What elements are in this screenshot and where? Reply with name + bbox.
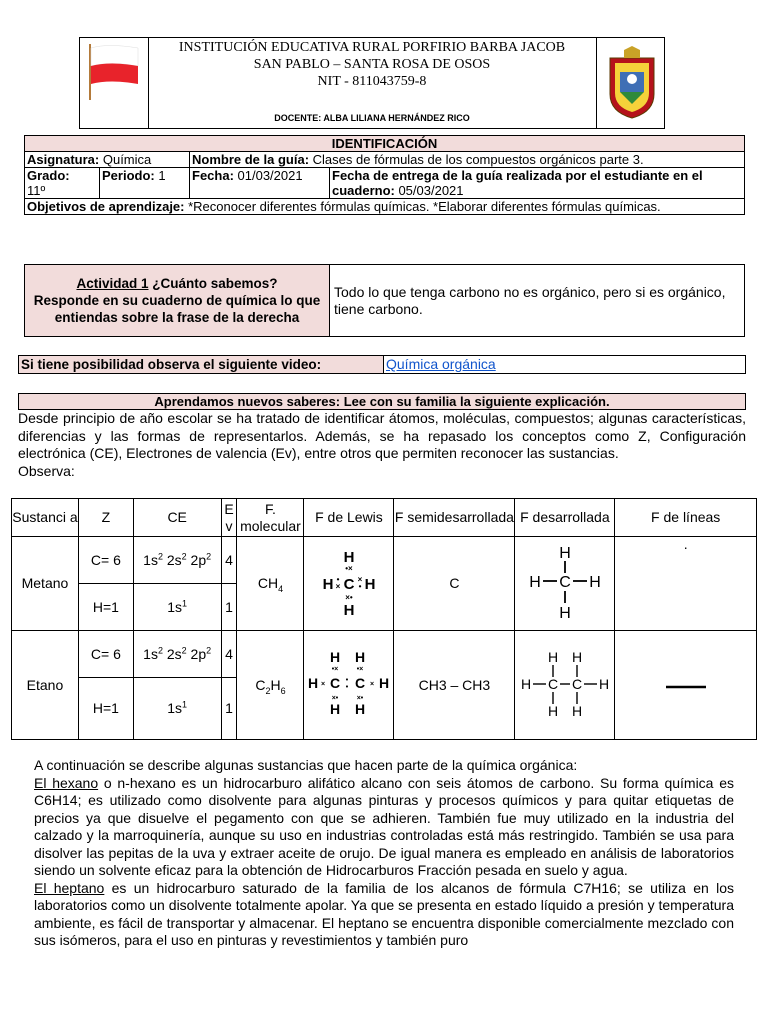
svg-text:•×: •× — [331, 666, 339, 673]
fecha-label: Fecha: — [192, 168, 234, 183]
learn-title: Aprendamos nuevos saberes: Lee con su familia la siguiente explicación. — [18, 393, 746, 410]
teacher-name: DOCENTE: ALBA LILIANA HERNÁNDEZ RICO — [274, 113, 470, 123]
hexano-paragraph — [34, 775, 734, 880]
heptano-text: ; se utiliza en los laboratorios como un disolvente totalmente apolar. Ya que se presenta en estado líquido a presión y temperatura ambiente, es fácil de transportar y almacenar. El heptano se encuentra disponible comercialmente mezclado con sus isómeros, para el uso en pinturas y revestimientos y también puro — [34, 879, 734, 948]
metano-lewis-structure — [319, 547, 379, 617]
intro-text: Desde principio de año escolar se ha tratado de identificar átomos, moléculas, compuestos; algunas características, diferencias y las formas de representarlos. Además, se ha repasado los conceptos como Z, Configuración electrónica (CE), Electrones de valencia (Ev), entre otros que permiten reconocer las sustancias. — [18, 410, 746, 461]
metano-desarrollada — [515, 537, 615, 631]
svg-text:H: H — [378, 675, 389, 691]
svg-text:H: H — [329, 701, 340, 717]
svg-text:×•: ×• — [345, 592, 353, 602]
fecha-value: 01/03/2021 — [233, 168, 303, 183]
metano-ce-c: $1s^2$ $2s^2$ $2p^2$ — [133, 537, 221, 584]
etano-lewis — [304, 631, 394, 740]
activity-table — [24, 264, 745, 337]
svg-text:H: H — [598, 676, 609, 692]
guia-value: Clases de fórmulas de los compuestos orgánicos parte 3. — [309, 152, 644, 167]
header-box — [79, 37, 665, 129]
svg-text:H: H — [322, 575, 334, 593]
activity-question: ¿Cuánto sabemos? — [148, 276, 278, 291]
svg-text:H: H — [354, 649, 365, 665]
etano-lewis-structure — [305, 648, 393, 718]
etano-z-h: H=1 — [78, 678, 133, 740]
heptano-formula-text: es un hidrocarburo saturado de la familia de los alcanos de fórmula C7H16 — [104, 879, 617, 896]
grado-value: 11º — [27, 183, 46, 198]
header-desarrollada: F desarrollada — [515, 499, 615, 537]
entrega-label: Fecha de entrega de la guía realizada por el estudiante en el cuaderno: — [332, 168, 703, 198]
svg-text:•: • — [358, 581, 362, 591]
video-link[interactable]: Química orgánica — [386, 356, 496, 372]
svg-text:C: C — [571, 676, 582, 692]
header-sustancia: Sustanci a — [12, 499, 79, 537]
header-semi: F semidesarrollada — [394, 499, 515, 537]
svg-text:•×: •× — [356, 666, 364, 673]
svg-text:C: C — [547, 676, 558, 692]
asignatura-label: Asignatura: — [27, 152, 100, 167]
metano-name: Metano — [12, 537, 79, 631]
header-lineas: F de líneas — [615, 499, 757, 537]
svg-text:×: × — [357, 574, 363, 584]
objetivos-value: *Reconocer diferentes fórmulas químicas. *Elaborar diferentes fórmulas químicas. — [184, 199, 661, 214]
header-lewis: F de Lewis — [304, 499, 394, 537]
objetivos-label: Objetivos de aprendizaje: — [27, 199, 185, 214]
svg-text:•: • — [345, 677, 349, 684]
svg-text:H: H — [364, 575, 376, 593]
svg-text:•×: •× — [345, 563, 353, 573]
observa-label: Observa: — [18, 462, 75, 479]
etano-name: Etano — [12, 631, 79, 740]
metano-lineas: · — [615, 537, 757, 631]
header-ev: E v — [221, 499, 237, 537]
header-ce: CE — [133, 499, 221, 537]
institution-name: INSTITUCIÓN EDUCATIVA RURAL PORFIRIO BARBA JACOB — [178, 40, 566, 55]
svg-text:H: H — [329, 649, 340, 665]
heptano-title: El heptano — [34, 879, 105, 896]
asignatura-value: Química — [99, 152, 152, 167]
svg-text:H: H — [589, 573, 601, 591]
guia-label: Nombre de la guía: — [192, 152, 310, 167]
svg-text:•: • — [336, 574, 340, 584]
institution-location: SAN PABLO – SANTA ROSA DE OSOS — [253, 57, 491, 72]
hexano-text: o n-hexano es un hidrocarburo alifático alcano con seis átomos de carbono. Su forma química es C6H14; es utilizado como disolvente para algunas pinturas y procesos químicos y para quitar etiquetas de precios ya que disuelve el pegamento con que se adhieren. También fue muy utilizado en la industria del calzado y la marroquinería, aunque su uso en industrias controladas está más restringido. También se usa para disolver las pepitas de la uva y extraer aceite de orujo. De igual manera es empleado en análisis de laboratorios siendo un solvente eficaz para la obtención de Hidrocarburos Fracción pesada en suelo y agua. — [34, 774, 734, 878]
description-lead: A continuación se describe algunas sustancias que hacen parte de la química orgánica: — [34, 757, 578, 773]
table-header-row — [12, 499, 757, 537]
etano-ev-c: 4 — [221, 631, 237, 678]
svg-text:H: H — [547, 703, 558, 718]
svg-text:H: H — [571, 703, 582, 718]
header-molecular: F. molecular — [237, 499, 304, 537]
svg-text:H: H — [559, 544, 571, 562]
activity-title: Actividad 1 — [76, 276, 149, 291]
svg-text:C: C — [329, 675, 340, 691]
svg-text:H: H — [547, 649, 558, 665]
etano-ev-h: 1 — [221, 678, 237, 740]
svg-text:C: C — [559, 573, 571, 591]
svg-text:C: C — [343, 575, 355, 593]
grado-label: Grado: — [27, 168, 70, 183]
entrega-value: 05/03/2021 — [394, 183, 464, 198]
activity-phrase: Todo lo que tenga carbono no es orgánico, pero si es orgánico, tiene carbono. — [330, 265, 745, 337]
description-section — [34, 757, 734, 950]
metano-z-c: C= 6 — [78, 537, 133, 584]
svg-text:H: H — [307, 675, 318, 691]
svg-text:×: × — [369, 681, 374, 688]
svg-text:H: H — [354, 701, 365, 717]
svg-text:×•: ×• — [356, 695, 364, 702]
etano-lineas — [615, 631, 757, 740]
svg-text:H: H — [529, 573, 541, 591]
substances-table — [11, 498, 757, 740]
etano-ce-c: $1s^2$ $2s^2$ $2p^2$ — [133, 631, 221, 678]
header-z: Z — [78, 499, 133, 537]
metano-ev-h: 1 — [221, 584, 237, 631]
periodo-value: 1 — [154, 168, 166, 183]
activity-cell — [25, 265, 330, 337]
svg-text:×: × — [335, 581, 341, 591]
etano-structural — [517, 648, 613, 718]
svg-text:H: H — [343, 601, 355, 617]
video-table — [18, 355, 746, 374]
etano-desarrollada — [515, 631, 615, 740]
flag-logo — [88, 42, 140, 100]
etano-semi: CH3 – CH3 — [394, 631, 515, 740]
etano-ce-h: $1s^1$ — [133, 678, 221, 740]
institution-heading — [149, 38, 595, 90]
etano-molecular: $C_2H_6$ — [237, 631, 304, 740]
svg-text:H: H — [520, 676, 531, 692]
svg-text:H: H — [559, 604, 571, 622]
metano-ce-h: $1s^1$ — [133, 584, 221, 631]
metano-semi: C — [394, 537, 515, 631]
intro-paragraph — [18, 410, 746, 480]
svg-text:×: × — [320, 681, 325, 688]
etano-z-c: C= 6 — [78, 631, 133, 678]
metano-molecular: $CH_4$ — [237, 537, 304, 631]
periodo-label: Periodo: — [102, 168, 155, 183]
metano-ev-c: 4 — [221, 537, 237, 584]
svg-text:C: C — [354, 675, 365, 691]
identification-table — [24, 135, 745, 215]
heptano-paragraph — [34, 880, 734, 950]
metano-z-h: H=1 — [78, 584, 133, 631]
hexano-title: El hexano — [34, 774, 99, 791]
svg-text:H: H — [571, 649, 582, 665]
svg-text:•: • — [345, 684, 349, 691]
activity-instruction: Responde en su cuaderno de química lo que entiendas sobre la frase de la derecha — [33, 293, 321, 325]
identification-title: IDENTIFICACIÓN — [25, 136, 745, 152]
school-crest-logo — [604, 46, 660, 120]
video-label: Si tiene posibilidad observa el siguiente video: — [19, 356, 384, 374]
etano-line-formula — [664, 684, 708, 690]
svg-text:×•: ×• — [331, 695, 339, 702]
metano-structural — [525, 542, 605, 622]
metano-lewis — [304, 537, 394, 631]
svg-text:H: H — [343, 548, 355, 566]
institution-nit: NIT - 811043759-8 — [317, 74, 427, 89]
